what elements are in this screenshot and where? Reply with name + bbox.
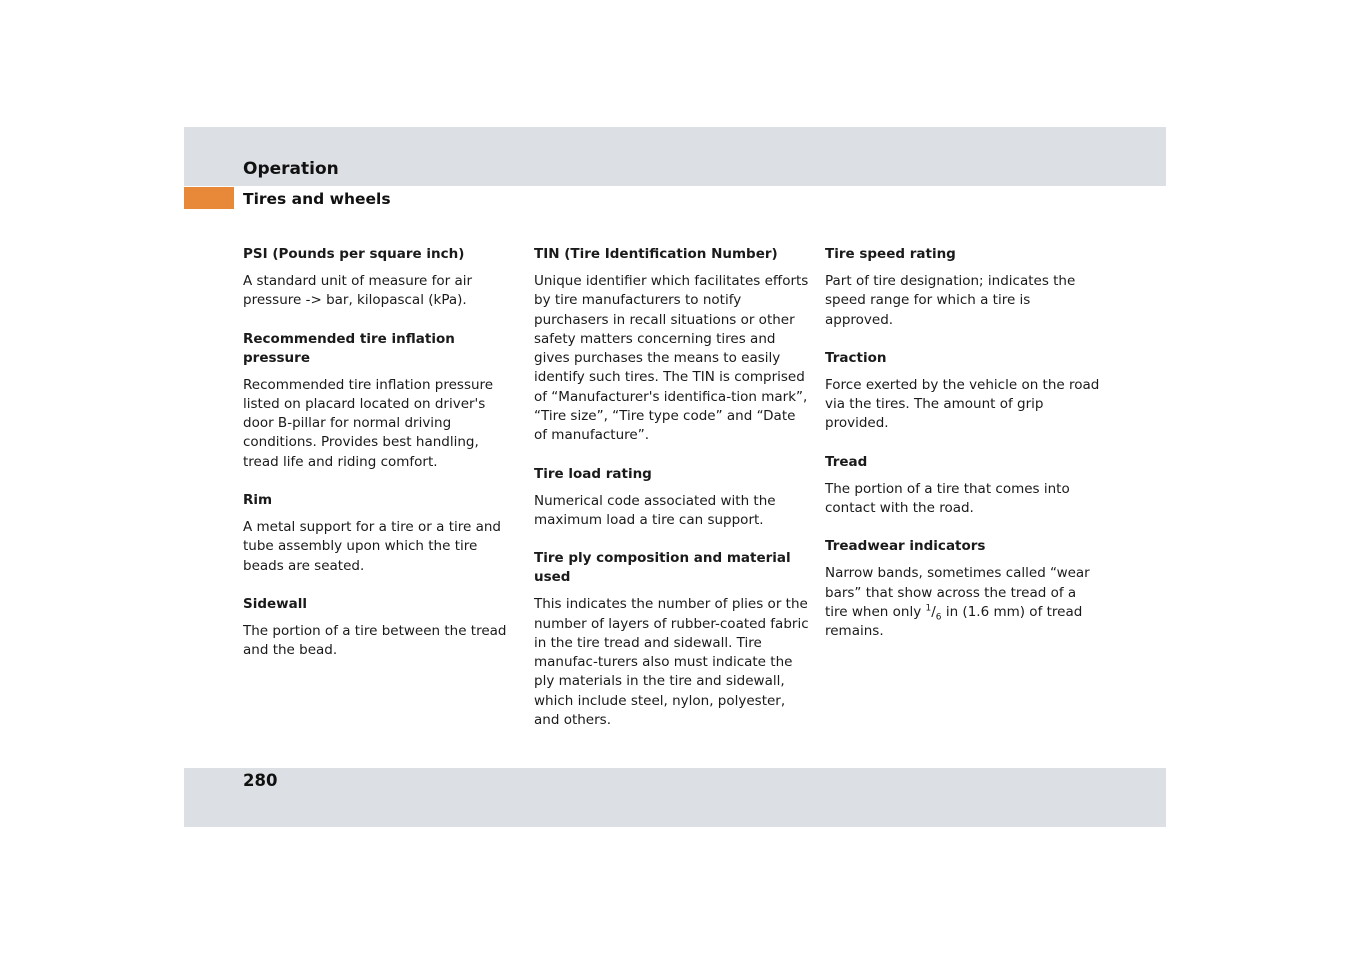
fraction-numerator: 1 [925, 603, 932, 614]
glossary-entry [534, 549, 809, 730]
page-number: 280 [243, 771, 278, 790]
glossary-column-2 [534, 245, 809, 749]
glossary-entry [243, 491, 518, 576]
glossary-entry [825, 537, 1100, 641]
glossary-definition: A metal support for a tire or a tire and tube assembly upon which the tire beads are seated. [243, 519, 501, 574]
glossary-column-3 [825, 245, 1100, 661]
glossary-term: Tire load rating [534, 465, 652, 482]
glossary-definition: Narrow bands, sometimes called “wear bars” that show across the tread of a tire when only $^1/_6$ in (1.6 mm) of tread remains. [825, 565, 1090, 640]
glossary-term: TIN (Tire Identification Number) [534, 246, 778, 262]
glossary-definition: Part of tire designation; indicates the speed range for which a tire is approved. [825, 273, 1076, 328]
glossary-entry [534, 465, 809, 531]
glossary-term: Recommended tire inflation pressure [243, 330, 455, 366]
glossary-definition: The portion of a tire between the tread and the bead. [243, 622, 507, 659]
glossary-definition: Numerical code associated with the maximum load a tire can support. [534, 492, 776, 528]
glossary-term: Sidewall [243, 595, 308, 612]
section-title: Operation [243, 159, 339, 179]
glossary-term: Treadwear indicators [825, 538, 986, 555]
fraction-denominator: 6 [935, 612, 942, 623]
subsection-title: Tires and wheels [243, 190, 391, 208]
glossary-term: PSI (Pounds per square inch) [243, 246, 465, 262]
glossary-definition: The portion of a tire that comes into contact with the road. [825, 480, 1070, 517]
glossary-entry [825, 245, 1100, 330]
definition-text: in (1.6 mm) of tread remains. [825, 603, 1083, 640]
glossary-definition: Recommended tire inflation pressure listed on placard located on driver's door B-pillar for normal driving conditions. Provides best handling, tread life and riding comfort. [243, 376, 494, 470]
definition-text: Narrow bands, sometimes called “wear bars” that show across the tread of a tire when only [825, 565, 1090, 620]
glossary-term: Traction [825, 349, 887, 366]
glossary-column-1 [243, 245, 518, 680]
glossary-entry [243, 595, 518, 661]
footer-band [184, 768, 1166, 827]
glossary-term: Tire speed rating [825, 246, 956, 262]
glossary-entry [534, 245, 809, 446]
glossary-term: Tread [825, 453, 868, 470]
glossary-entry [825, 453, 1100, 519]
glossary-definition: This indicates the number of plies or the number of layers of rubber-coated fabric in the tire tread and sidewall. Tire manufac-turers also must indicate the ply materials in the tire and sidewall, which include steel, nylon, polyester, and others. [534, 596, 809, 729]
glossary-term: Tire ply composition and material used [534, 550, 791, 586]
glossary-definition: A standard unit of measure for air pressure -> bar, kilopascal (kPa). [243, 273, 473, 309]
section-marker [184, 187, 234, 209]
glossary-entry [243, 330, 518, 472]
glossary-definition: Force exerted by the vehicle on the road via the tires. The amount of grip provided. [825, 376, 1100, 432]
glossary-entry [825, 349, 1100, 434]
glossary-definition: Unique identifier which facilitates efforts by tire manufacturers to notify purchasers in recall situations or other safety matters concerning tires and gives purchases the means to easily identify such tires. The TIN is comprised of “Manufacturer's identifica-tion mark”, “Tire size”, “Tire type code” and “Date of manufacture”. [534, 273, 809, 444]
glossary-entry [243, 245, 518, 311]
glossary-term: Rim [243, 492, 273, 509]
